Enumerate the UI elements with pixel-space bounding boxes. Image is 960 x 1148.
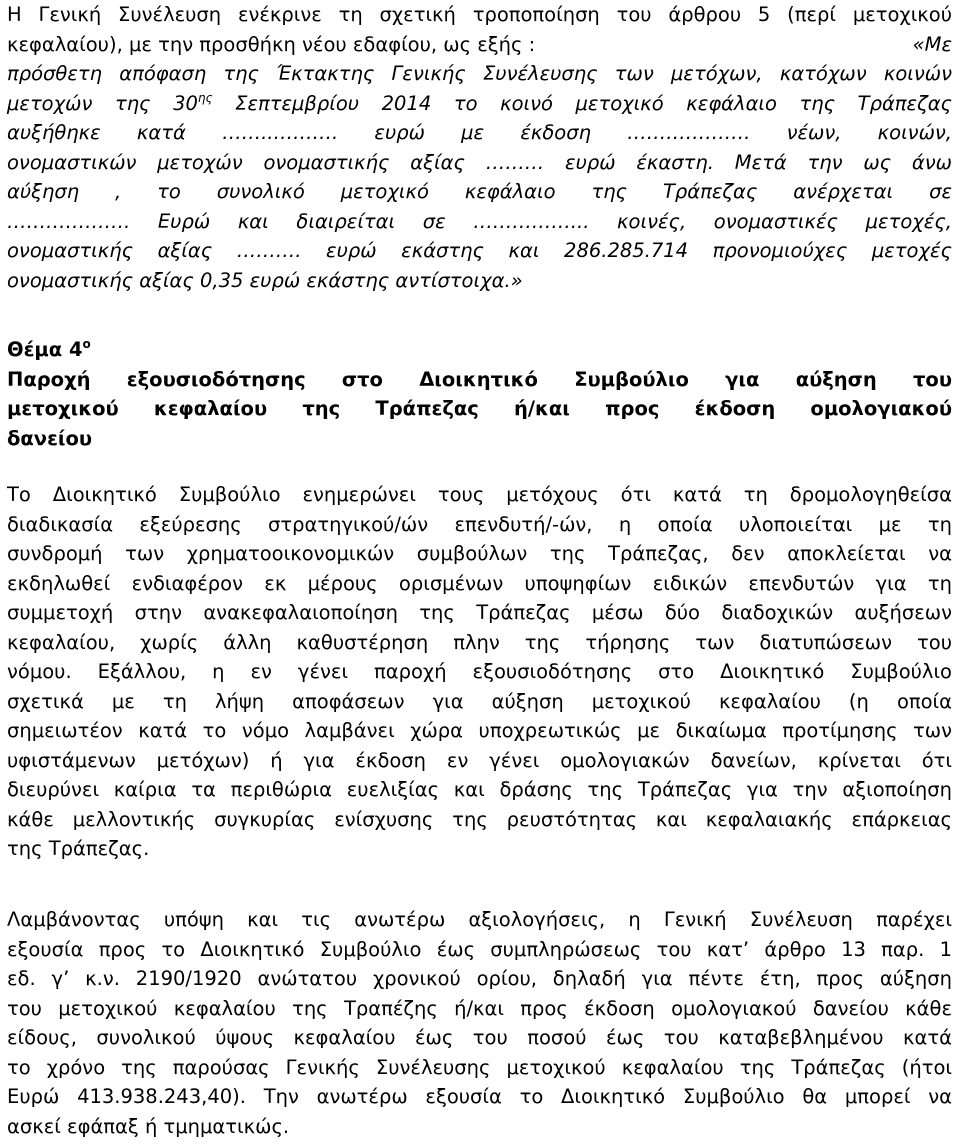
body-line: εξουσία προς το Διοικητικό Συμβούλιο έως συμπληρώσεως του κατ’ άρθρο 13 παρ. 1 — [7, 937, 952, 961]
body-line: κάθε μελλοντικής συγκυρίας ενίσχυσης της ρευστότητας και κεφαλαιακής επάρκειας — [7, 807, 952, 831]
body-line: σχετικά με τη λήψη αποφάσεων για αύξηση μετοχικού κεφαλαίου (η οποία — [7, 689, 952, 713]
body-line: νόμου. Εξάλλου, η εν γένει παροχή εξουσιοδότησης στο Διοικητικό Συμβούλιο — [7, 660, 952, 683]
body-line: το χρόνο της παρούσας Γενικής Συνέλευσης μετοχικού κεφαλαίου της Τράπεζας (ήτοι — [7, 1055, 952, 1079]
intro-text: Σεπτεμβρίου 2014 το κοινό μετοχικό κεφάλαιο της Τράπεζας — [212, 91, 952, 115]
intro-line: πρόσθετη απόφαση της Έκτακτης Γενικής Συνέλευσης των μετόχων, κατόχων κοινών — [7, 62, 952, 85]
intro-line: ονομαστικής αξίας ………. ευρώ εκάστης και 286.285.714 προνομιούχες μετοχές — [7, 239, 952, 262]
body-line: του μετοχικού κεφαλαίου της Τραπέζης ή/και προς έκδοση ομολογιακού δανείου κάθε — [7, 996, 952, 1020]
body-line: συμμετοχή στην ανακεφαλαιοποίηση της Τράπεζας μέσω δύο διαδοχικών αυξήσεων — [7, 601, 952, 624]
ordinal-suffix: ης — [197, 90, 213, 105]
body-line: Το Διοικητικό Συμβούλιο ενημερώνει τους μετόχους ότι κατά τη δρομολογηθείσα — [7, 483, 952, 506]
body-line: Λαμβάνοντας υπόψη και τις ανωτέρω αξιολογήσεις, η Γενική Συνέλευση παρέχει — [7, 908, 952, 931]
body-paragraph-1 — [7, 480, 952, 864]
topic-number — [7, 335, 952, 365]
intro-line: αύξηση , το συνολικό μετοχικό κεφάλαιο της Τράπεζας ανέρχεται σε — [7, 180, 952, 203]
intro-text: μετοχών της 30 — [7, 91, 198, 115]
topic-title-line: δανείου — [7, 426, 93, 450]
topic-heading — [7, 335, 952, 453]
intro-text: κεφαλαίου), με την προσθήκη νέου εδαφίου, ως εξής : — [7, 32, 536, 56]
topic-title-line: μετοχικού κεφαλαίου της Τράπεζας ή/και προς έκδοση ομολογιακού — [7, 397, 952, 420]
intro-paragraph — [7, 0, 952, 295]
intro-line: ονομαστικών μετοχών ονομαστικής αξίας ……… ευρώ έκαστη. Μετά την ως άνω — [7, 150, 952, 174]
intro-line: ονομαστικής αξίας 0,35 ευρώ εκάστης αντίστοιχα.» — [7, 268, 523, 292]
body-line: συνδρομή των χρηματοοικονομικών συμβούλων της Τράπεζας, δεν αποκλείεται να — [7, 542, 952, 565]
body-line: εδ. γ’ κ.ν. 2190/1920 ανώτατου χρονικού ορίου, δηλαδή για πέντε έτη, προς αύξηση — [7, 967, 952, 990]
ordinal-suffix: ο — [82, 337, 91, 351]
body-line: κεφαλαίου, χωρίς άλλη καθυστέρηση πλην της τήρησης των διατυπώσεων του — [7, 630, 952, 654]
body-line: της Τράπεζας. — [7, 837, 150, 860]
intro-line: ………………. Ευρώ και διαιρείται σε ……………... κοινές, ονομαστικές μετοχές, — [7, 209, 952, 233]
body-line: διαδικασία εξεύρεσης στρατηγικού/ών επενδυτή/-ών, η οποία υλοποιείται με τη — [7, 512, 952, 536]
topic-number-label: Θέμα 4 — [7, 338, 83, 361]
topic-title-line: Παροχή εξουσιοδότησης στο Διοικητικό Συμβούλιο για αύξηση του — [7, 367, 952, 391]
body-line: είδους, συνολικού ύψους κεφαλαίου έως του ποσού έως του καταβεβλημένου κατά — [7, 1026, 952, 1049]
body-line: υφιστάμενων μετόχων) ή για έκδοση εν γένει ομολογιακών δανείων, κρίνεται ότι — [7, 748, 952, 772]
body-paragraph-2 — [7, 905, 952, 1141]
intro-line — [7, 89, 952, 119]
body-line: διευρύνει καίρια τα περιθώρια ευελιξίας και δράσης της Τράπεζας για την αξιοποίηση — [7, 778, 952, 801]
body-line: ασκεί εφάπαξ ή τμηματικώς. — [7, 1114, 290, 1138]
body-line: εκδηλωθεί ενδιαφέρον εκ μέρους ορισμένων υποψηφίων ειδικών επενδυτών για τη — [7, 571, 952, 595]
intro-line — [7, 30, 952, 60]
body-line: σημειωτέον κατά το νόμο λαμβάνει χώρα υποχρεωτικώς με δικαίωμα προτίμησης των — [7, 719, 952, 742]
quote-start: «Με — [912, 32, 952, 56]
body-line: Ευρώ 413.938.243,40). Την ανωτέρω εξουσία το Διοικητικό Συμβούλιο θα μπορεί να — [7, 1085, 952, 1108]
intro-line: Η Γενική Συνέλευση ενέκρινε τη σχετική τροποποίηση του άρθρου 5 (περί μετοχικού — [7, 3, 952, 26]
intro-line: αυξήθηκε κατά ……..………. ευρώ με έκδοση ………………. νέων, κοινών, — [7, 121, 952, 144]
